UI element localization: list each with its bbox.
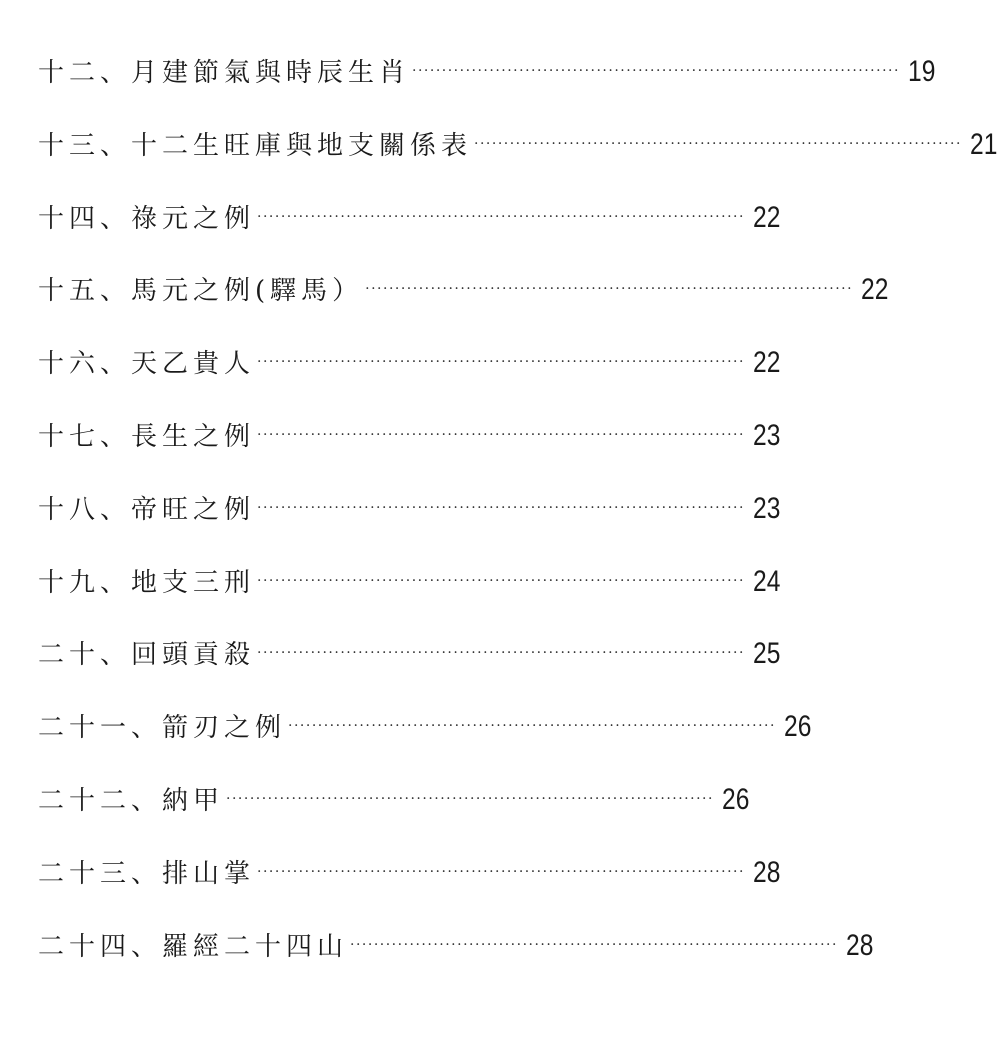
toc-entry — [38, 707, 812, 780]
toc-entry-title: 二十二、納甲 — [38, 785, 225, 816]
dot-leader: ·················································································· — [257, 354, 745, 371]
dot-leader: ·················································································· — [257, 863, 745, 880]
toc-entry-title: 十七、長生之例 — [38, 421, 256, 452]
dot-leader: ·················································································· — [226, 790, 714, 807]
dot-leader: ·················································································· — [412, 63, 900, 79]
dot-leader: ·················································································· — [474, 135, 962, 152]
toc-entry — [38, 780, 750, 853]
toc-entry-page: 22 — [752, 200, 781, 234]
dot-leader: ·················································································· — [257, 208, 745, 225]
toc-entry-title: 二十三、排山掌 — [38, 858, 256, 889]
toc-entry-page: 26 — [783, 710, 812, 744]
toc-entry-page: 26 — [721, 782, 750, 816]
toc-entry-page: 22 — [861, 273, 889, 307]
toc-entry-title: 十八、帝旺之例 — [38, 494, 256, 525]
dot-leader: ·················································································· — [365, 281, 854, 298]
toc-entry — [38, 562, 781, 635]
toc-entry — [38, 343, 781, 416]
dot-leader: ·················································································· — [257, 426, 745, 443]
toc-entry — [38, 198, 781, 271]
toc-entry — [38, 52, 936, 125]
toc-entry-page: 28 — [845, 928, 874, 962]
toc-entry-title: 十六、天乙貴人 — [38, 349, 256, 380]
toc-entry-title: 十三、十二生旺庫與地支關係表 — [38, 130, 473, 161]
dot-leader: ·················································································· — [257, 499, 745, 516]
dot-leader: ·················································································· — [257, 572, 745, 589]
toc-entry-title: 十二、月建節氣與時辰生肖 — [38, 58, 411, 88]
toc-entry — [38, 270, 889, 343]
toc-entry — [38, 853, 781, 926]
toc-entry-page: 22 — [752, 346, 781, 380]
toc-entry-title: 十五、馬元之例(驛馬） — [38, 276, 364, 307]
toc-entry — [38, 416, 781, 489]
toc-entry-page: 23 — [752, 491, 781, 525]
dot-leader: ·················································································· — [350, 936, 838, 953]
toc-entry-title: 十九、地支三刑 — [38, 567, 256, 598]
toc-entry — [38, 634, 781, 707]
toc-entry-page: 23 — [752, 418, 781, 452]
toc-entry — [38, 926, 874, 999]
toc-entry-page: 19 — [907, 55, 936, 88]
dot-leader: ·················································································· — [257, 645, 745, 662]
toc-entry-page: 28 — [752, 855, 781, 889]
toc-entry — [38, 125, 997, 198]
toc-entry — [38, 489, 781, 562]
toc-entry-page: 25 — [752, 637, 781, 671]
toc-entry-page: 21 — [969, 127, 997, 161]
toc-entry-title: 十四、祿元之例 — [38, 203, 256, 234]
toc-entry-title: 二十一、箭刃之例 — [38, 713, 287, 744]
table-of-contents — [38, 52, 997, 998]
toc-entry-page: 24 — [752, 564, 781, 598]
toc-entry-title: 二十、回頭貢殺 — [38, 640, 256, 671]
toc-entry-title: 二十四、羅經二十四山 — [38, 931, 349, 962]
dot-leader: ·················································································· — [288, 718, 776, 735]
